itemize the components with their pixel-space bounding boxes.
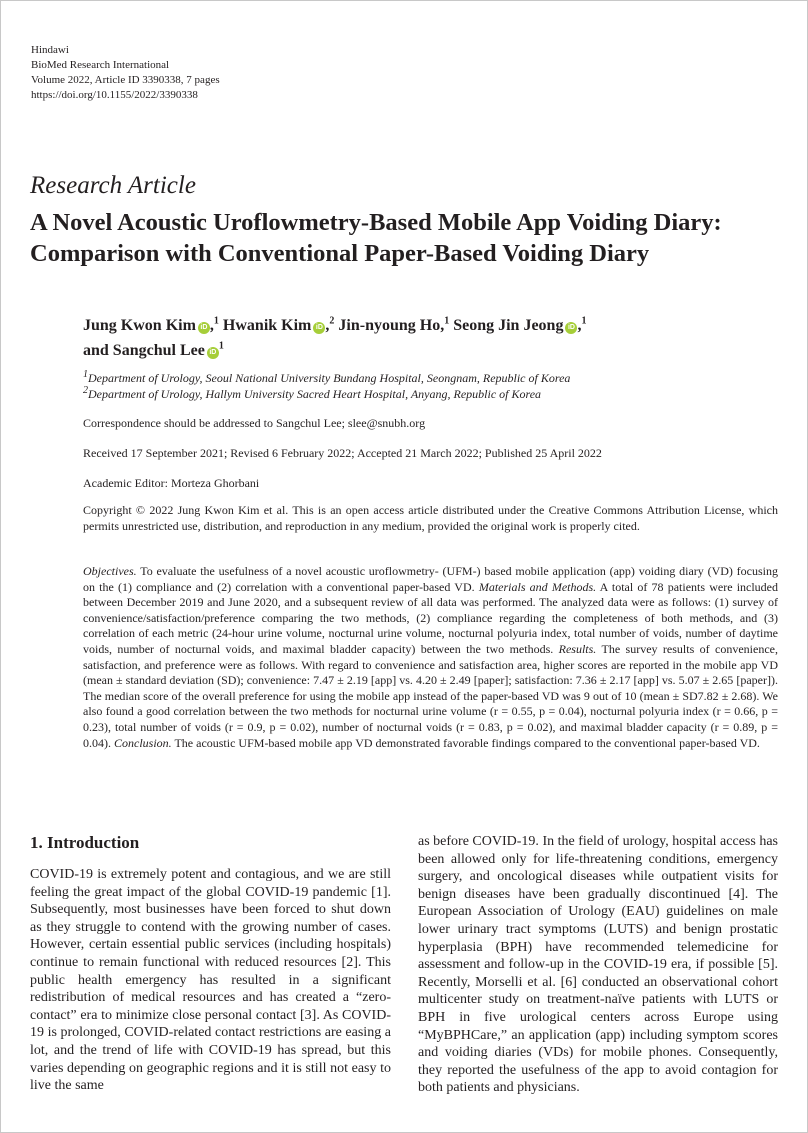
author-name: Jin-nyoung Ho (338, 317, 441, 334)
copyright-notice: Copyright © 2022 Jung Kwon Kim et al. This is an open access article distributed under the Creative Commons Attribution License, which permits unrestricted use, distribution, and reproduction in any medium, provided the original work is properly cited. (83, 503, 778, 533)
author-list: Jung Kwon Kim iD ,$^1$ Hwanik Kim iD ,$^2$ Jin-nyoung Ho,$^1$ Seong Jin Jeong iD ,$^1$ and Sangchul Lee $iD^1$ (83, 315, 587, 359)
article-title: A Novel Acoustic Uroflowmetry-Based Mobile App Voiding Diary: Comparison with Conventional Paper-Based Voiding Diary (30, 209, 722, 267)
orcid-icon[interactable]: iD (198, 322, 210, 334)
article-type: Research Article (30, 172, 196, 199)
doi-link[interactable]: https://doi.org/10.1155/2022/3390338 (31, 89, 198, 101)
authors-conjunction: and (83, 342, 109, 359)
volume-info: Volume 2022, Article ID 3390338, 7 pages (31, 74, 220, 86)
author-name: Hwanik Kim (222, 317, 312, 334)
abstract-label-objectives: Objectives. (83, 564, 137, 578)
affiliation-ref: 1 (218, 340, 224, 352)
orcid-icon[interactable]: iD (565, 322, 577, 334)
affiliation-ref: 1 (213, 315, 219, 327)
affiliation-ref: 2 (329, 315, 335, 327)
author-name: Jung Kwon Kim (83, 317, 196, 334)
orcid-icon[interactable]: iD (207, 347, 219, 359)
affiliation-ref: 1 (581, 315, 587, 327)
author-name: Seong Jin Jeong (453, 317, 564, 334)
body-column-right: as before COVID-19. In the field of urology, hospital access has been allowed only for life-threatening conditions, emergency surgery, and oncological diseases while outpatient visits for benign diseases have been gradually discontinued [4]. The European Association of Urology (EAU) guidelines on male lower urinary tract symptoms (LUTS) and benign prostatic hyperplasia (BPH) have recommended telemedicine for assessment and follow-up in the COVID-19 era, if possible [5]. Recently, Morselli et al. [6] conducted an observational cohort multicenter study on treatment-naïve patients with LUTS or BPH in five urological centers across Europe using “MyBPHCare,” an application (app) including symptom scores and voiding diaries (VDs) for mobile phones. Consequently, they reported the usefulness of the app to avoid contagion for both patients and physicians. (418, 834, 778, 1096)
affiliation-ref: 1 (444, 315, 450, 327)
abstract: Objectives. To evaluate the usefulness of a novel acoustic uroflowmetry- (UFM-) based mobile application (app) voiding diary (VD) focusing on the (1) compliance and (2) correlation with a conventional paper-based VD. Materials and Methods. A total of 78 patients were included between December 2019 and June 2020, and a subsequent review of all data was performed. The analyzed data were as follows: (1) survey of convenience/satisfaction/preference comparing the two methods, (2) compliance regarding the completeness of both methods, and (3) correlation of each metric (24-hour urine volume, nocturnal urine volume, nocturnal polyuria index, total number of voids, number of daytime voids, number of nocturnal voids, and maximal bladder capacity) between the two methods. Results. The survey results of convenience, satisfaction, and preference were as follows. With regard to convenience and satisfaction area, higher scores are reported in the mobile app VD (mean ± standard deviation (SD); convenience: 7.47 ± 2.19 [app] vs. 4.20 ± 2.49 [paper]; satisfaction: 7.36 ± 2.17 [app] vs. 5.07 ± 2.65 [paper]). The median score of the overall preference for using the mobile app instead of the paper-based VD was 9 out of 10 (mean ± SD7.82 ± 2.68). We also found a good correlation between the two methods for nocturnal urine volume (r = 0.55, p = 0.04), nocturnal polyuria index (r = 0.66, p = 0.23), total number of voids (r = 0.9, p = 0.02), number of nocturnal voids (r = 0.83, p = 0.02), and maximal bladder capacity (r = 0.89, p = 0.04). Conclusion. The acoustic UFM-based mobile app VD demonstrated favorable findings compared to the conventional paper-based VD. (83, 564, 779, 750)
journal-name: BioMed Research International (31, 59, 170, 71)
section-heading: 1. Introduction (30, 833, 140, 852)
affiliation-item: $^1$Department of Urology, Seoul National University Bundang Hospital, Seongnam, Republic of Korea (83, 369, 571, 385)
abstract-label-results: Results. (558, 641, 597, 656)
affiliation-item: $^2$Department of Urology, Hallym University Sacred Heart Hospital, Anyang, Republic of Korea (83, 385, 542, 401)
abstract-label-conclusion: Conclusion. (114, 735, 172, 750)
correspondence: Correspondence should be addressed to Sangchul Lee; slee@snubh.org (83, 416, 426, 430)
academic-editor: Academic Editor: Morteza Ghorbani (83, 476, 260, 490)
body-column-left: COVID-19 is extremely potent and contagious, and we are still feeling the great impact of the global COVID-19 pandemic [1]. Subsequently, most businesses have been forced to shut down as they struggle to contend with the growing number of cases. However, certain essential public services (including hospitals) continue to remain functional with reduced resources [2]. This public health emergency has resulted in a significant redistribution of medical resources and has created a “zero-contact” era to minimize close personal contact [3]. As COVID-19 is prolonged, COVID-related contact restrictions are easing a lot, and the trend of life with COVID-19 has spread, but this varies depending on geographic regions and it is still not easy to live the same (30, 867, 391, 1094)
article-dates: Received 17 September 2021; Revised 6 February 2022; Accepted 21 March 2022; Published 25 April 2022 (83, 446, 602, 460)
publisher-name: Hindawi (31, 44, 69, 56)
affiliations (83, 370, 783, 402)
author-name: Sangchul Lee (112, 342, 205, 359)
journal-header (31, 43, 220, 103)
abstract-label-methods: Materials and Methods. (478, 579, 597, 594)
orcid-icon[interactable]: iD (313, 322, 325, 334)
